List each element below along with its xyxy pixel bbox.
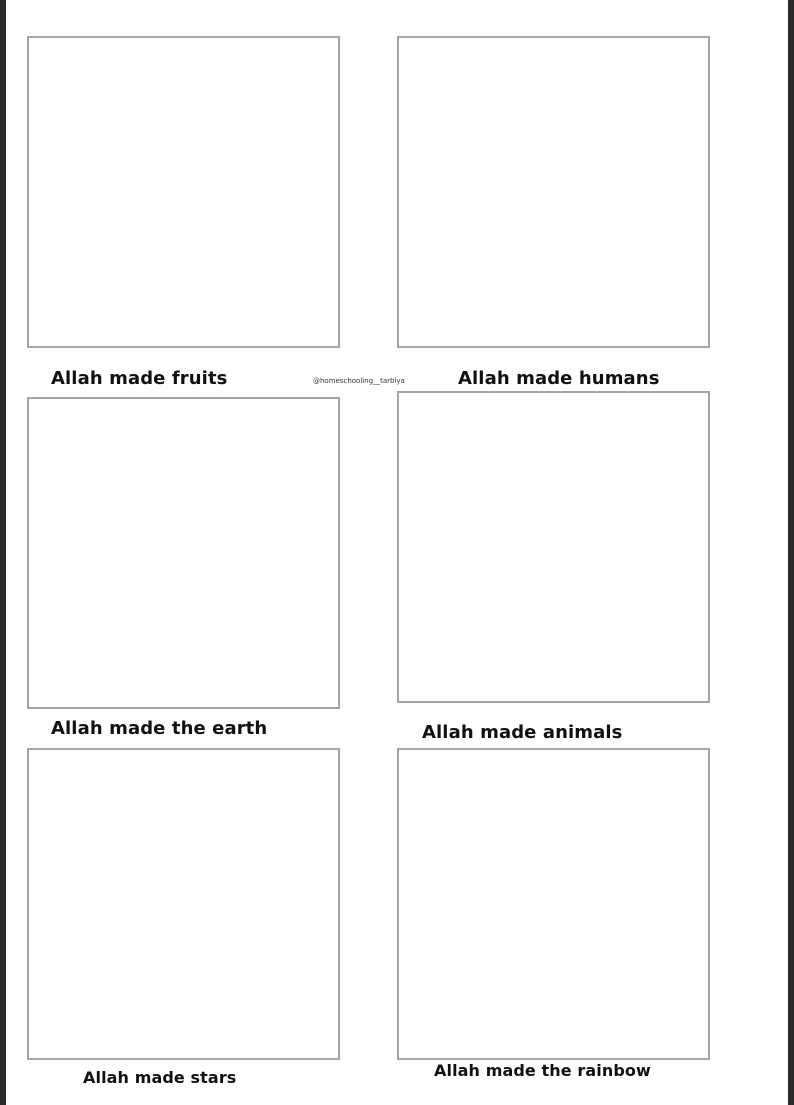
drawing-box-stars[interactable] <box>27 748 340 1060</box>
label-humans: Allah made humans <box>458 368 660 389</box>
label-earth: Allah made the earth <box>51 718 268 739</box>
watermark-handle: @homeschooling__tarbiya <box>313 377 405 385</box>
label-fruits: Allah made fruits <box>51 368 228 389</box>
drawing-box-fruits[interactable] <box>27 36 340 348</box>
drawing-box-rainbow[interactable] <box>397 748 710 1060</box>
label-stars: Allah made stars <box>83 1068 237 1087</box>
label-animals: Allah made animals <box>422 722 623 743</box>
drawing-box-humans[interactable] <box>397 36 710 348</box>
drawing-box-earth[interactable] <box>27 397 340 709</box>
label-rainbow: Allah made the rainbow <box>434 1061 651 1080</box>
worksheet-page <box>6 0 788 1105</box>
drawing-box-animals[interactable] <box>397 391 710 703</box>
